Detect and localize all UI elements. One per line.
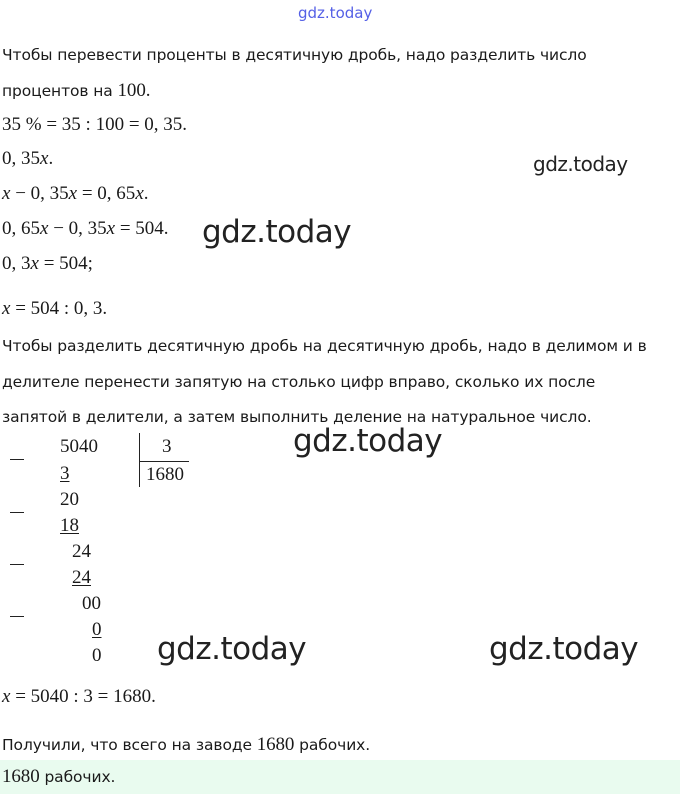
equation-2: 0, 35x. [2,148,54,169]
equation-7: x = 5040 : 3 = 1680. [2,686,156,707]
minus-sign [10,512,24,513]
step-remainder-3: 00 [82,593,101,614]
equation-percent: 35 % = 35 : 100 = 0, 35. [2,114,188,135]
division-bracket-vertical [139,433,140,487]
paragraph-1-line-1: Чтобы перевести проценты в десятичную дробь, надо разделить число [2,46,587,64]
step-final-remainder: 0 [92,645,102,666]
watermark-mid-2: gdz.today [293,423,443,459]
dividend: 5040 [60,436,98,457]
step-remainder-1: 20 [60,489,79,510]
paragraph-1-line-2: процентов на 100. [2,80,151,101]
divisor: 3 [162,436,172,457]
equation-6: x = 504 : 0, 3. [2,298,108,319]
watermark-right-small: gdz.today [533,152,628,176]
step-remainder-2: 24 [72,541,91,562]
step-subtract-3: 24 [72,567,91,588]
watermark-mid-1: gdz.today [202,214,352,250]
paragraph-3: Получили, что всего на заводе 1680 рабочих. [2,734,371,755]
number-100: 100 [117,80,146,101]
paragraph-2-line-1: Чтобы разделить десятичную дробь на десятичную дробь, надо в делимом и в [2,337,647,355]
watermark-top: gdz.today [298,4,373,22]
watermark-bottom-right: gdz.today [489,631,639,667]
step-subtract-2: 18 [60,515,79,536]
equation-4: 0, 65x − 0, 35x = 504. [2,218,169,239]
number-1680: 1680 [256,734,295,755]
quotient: 1680 [146,464,184,485]
watermark-bottom-left: gdz.today [157,631,307,667]
paragraph-2-line-2: делителе перенести запятую на столько цифр вправо, сколько их после [2,373,596,391]
step-subtract-4: 0 [92,619,102,640]
step-subtract-1: 3 [60,463,70,484]
minus-sign [10,616,24,617]
equation-3: x − 0, 35x = 0, 65x. [2,183,149,204]
equation-5: 0, 3x = 504; [2,253,93,274]
minus-sign [10,459,24,460]
minus-sign [10,564,24,565]
division-bracket-horizontal [139,461,189,462]
paragraph-2-line-3: запятой в делители, а затем выполнить деление на натуральное число. [2,408,592,426]
answer-text: 1680 рабочих. [2,766,116,787]
